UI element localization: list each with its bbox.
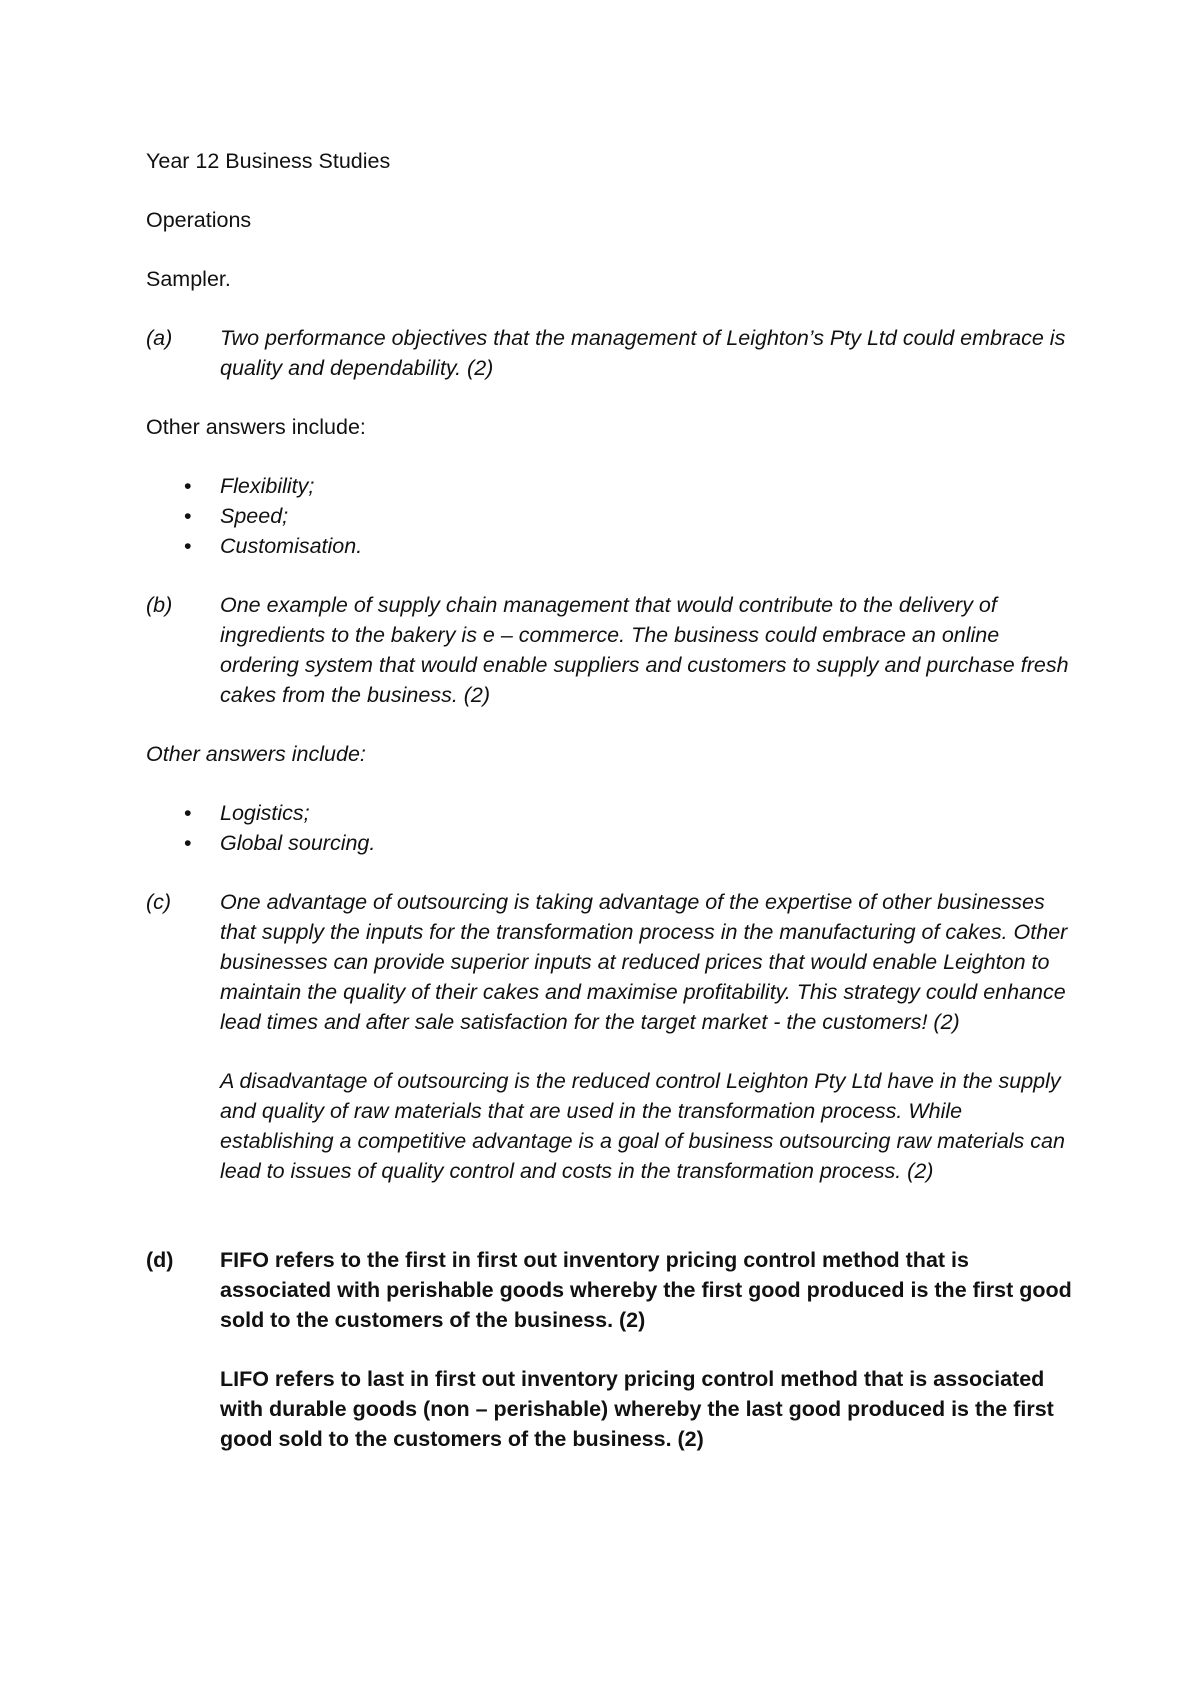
answer-c-disadvantage: A disadvantage of outsourcing is the reduced control Leighton Pty Ltd have in the supply and quality of raw materials that are used in the transformation process. While establishing a competitive advantage is a goal of business outsourcing raw materials can lead to issues of quality control and costs in the transformation process. (2) (220, 1069, 1065, 1183)
answer-b-other-heading: Other answers include: (146, 742, 366, 766)
answer-a-other-list (146, 471, 1076, 561)
answer-b-text: One example of supply chain management that would contribute to the delivery of ingredients to the bakery is e – commerce. The business could embrace an online ordering system that would enable suppliers and customers to supply and purchase fresh cakes from the business. (2) (220, 593, 1069, 707)
answer-a-text: Two performance objectives that the management of Leighton’s Pty Ltd could embrace is quality and dependability. (2) (220, 326, 1066, 380)
answer-d (146, 1245, 1076, 1454)
bullet-icon: • (184, 534, 192, 558)
answer-a (146, 323, 1076, 383)
list-item: • Speed; (146, 501, 1076, 531)
answer-b-label: (b) (146, 593, 173, 617)
answer-a-other-heading: Other answers include: (146, 415, 366, 439)
document-body (146, 146, 1076, 1483)
topic-title: Operations (146, 208, 252, 232)
answer-b (146, 590, 1076, 710)
sampler-label: Sampler. (146, 267, 231, 291)
answer-d-fifo: FIFO refers to the first in first out inventory pricing control method that is associated with perishable goods whereby the first good produced is the first good sold to the customers of the business. (2) (220, 1248, 1072, 1332)
list-item: • Flexibility; (146, 471, 1076, 501)
bullet-icon: • (184, 801, 192, 825)
list-item: • Global sourcing. (146, 828, 1076, 858)
answer-b-other-list (146, 798, 1076, 858)
answer-a-label: (a) (146, 326, 173, 350)
bullet-icon: • (184, 474, 192, 498)
answer-c-advantage: One advantage of outsourcing is taking advantage of the expertise of other businesses that supply the inputs for the transformation process in the manufacturing of cakes. Other businesses can provide superior inputs at reduced prices that would enable Leighton to maintain the quality of their cakes and maximise profitability. This strategy could enhance lead times and after sale satisfaction for the target market - the customers! (2) (220, 890, 1068, 1034)
spacer (146, 1215, 1076, 1245)
answer-c (146, 887, 1076, 1186)
list-item: • Logistics; (146, 798, 1076, 828)
answer-c-label: (c) (146, 890, 172, 914)
bullet-icon: • (184, 504, 192, 528)
list-item: • Customisation. (146, 531, 1076, 561)
course-title: Year 12 Business Studies (146, 149, 391, 173)
answer-d-label: (d) (146, 1248, 174, 1272)
bullet-icon: • (184, 831, 192, 855)
answer-d-lifo: LIFO refers to last in first out inventory pricing control method that is associated with durable goods (non – perishable) whereby the last good produced is the first good sold to the customers of the business. (2) (220, 1367, 1054, 1451)
